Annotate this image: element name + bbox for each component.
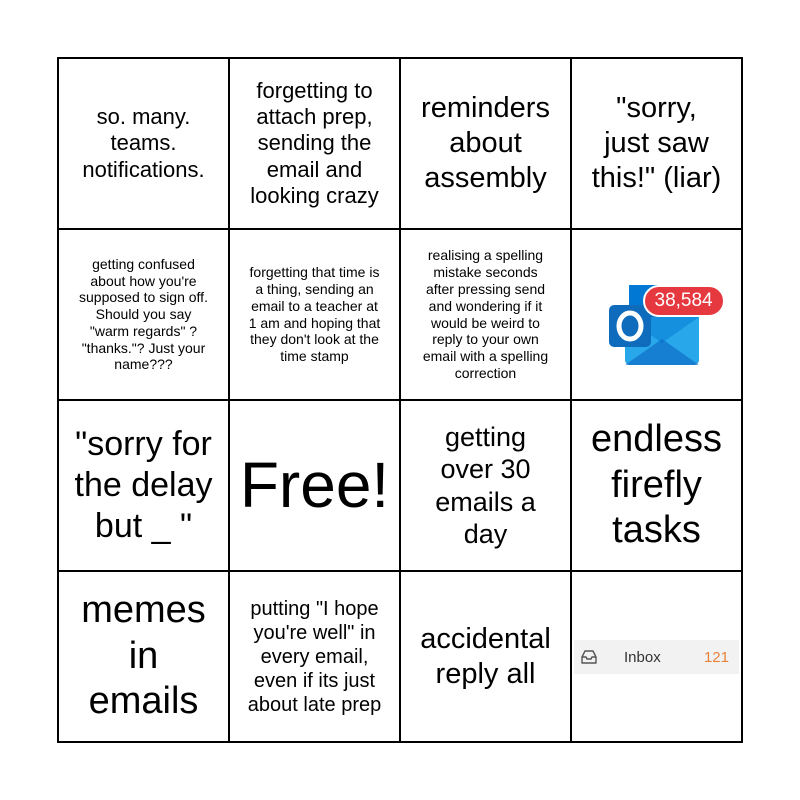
- cell-text: firefly: [611, 463, 702, 506]
- cell-text: you're well" in: [253, 621, 376, 644]
- cell-text: "warm regards" ?: [89, 322, 198, 339]
- inbox-unread-count: 121: [703, 648, 729, 666]
- cell-text: about how you're: [90, 272, 197, 289]
- cell-text: time stamp: [280, 348, 349, 365]
- cell-text: looking crazy: [250, 183, 379, 209]
- cell-text: email and: [266, 156, 363, 182]
- cell-text: reply all: [435, 657, 536, 690]
- bingo-cell-13[interactable]: [58, 571, 229, 742]
- cell-text: over 30: [440, 454, 531, 485]
- cell-text: notifications.: [82, 156, 205, 182]
- cell-text: about: [449, 127, 522, 160]
- unread-count-badge: 38,584: [643, 285, 725, 317]
- cell-text: endless: [591, 418, 722, 461]
- cell-text: name???: [114, 356, 173, 373]
- cell-text: realising a spelling: [427, 247, 544, 264]
- cell-text: reply to your own: [432, 331, 539, 348]
- cell-text: but _ ": [94, 506, 193, 545]
- free-space-text: Free!: [239, 449, 390, 522]
- cell-text: email with a spelling: [422, 348, 549, 365]
- bingo-cell-3[interactable]: [400, 58, 571, 229]
- cell-text: getting confused: [92, 255, 195, 272]
- cell-text: the delay: [74, 466, 213, 505]
- cell-text: email to a teacher at: [251, 297, 378, 314]
- inbox-tray-icon: [580, 649, 598, 665]
- cell-text: every email,: [260, 645, 369, 668]
- cell-text: Should you say: [95, 306, 192, 323]
- outlook-logo-icon: [587, 255, 727, 375]
- cell-text: they don't look at the: [250, 331, 379, 348]
- cell-text: "sorry,: [616, 92, 697, 125]
- cell-text: correction: [454, 364, 517, 381]
- bingo-cell-2[interactable]: [229, 58, 400, 229]
- bingo-cell-16[interactable]: [571, 571, 742, 742]
- bingo-cell-11[interactable]: [400, 400, 571, 571]
- inbox-label: Inbox: [624, 648, 661, 666]
- cell-text: accidental: [420, 622, 551, 655]
- cell-text: emails a: [435, 486, 536, 517]
- cell-text: putting "I hope: [250, 597, 379, 620]
- bingo-cell-9[interactable]: [58, 400, 229, 571]
- cell-text: after pressing send: [425, 280, 546, 297]
- bingo-cell-7[interactable]: [400, 229, 571, 400]
- cell-text: assembly: [424, 161, 547, 194]
- bingo-cell-12[interactable]: [571, 400, 742, 571]
- bingo-cell-8[interactable]: [571, 229, 742, 400]
- inbox-row: [574, 640, 739, 674]
- bingo-cell-14[interactable]: [229, 571, 400, 742]
- bingo-cell-4[interactable]: [571, 58, 742, 229]
- cell-text: and wondering if it: [428, 297, 543, 314]
- cell-text: memes: [81, 589, 206, 632]
- cell-text: even if its just: [253, 669, 376, 692]
- cell-text: tasks: [612, 509, 701, 552]
- bingo-cell-5[interactable]: [58, 229, 229, 400]
- bingo-cell-free[interactable]: [229, 400, 400, 571]
- cell-text: this!" (liar): [591, 161, 722, 194]
- bingo-card: [57, 57, 743, 743]
- cell-text: forgetting to: [256, 77, 373, 103]
- cell-text: "sorry for: [75, 425, 212, 464]
- cell-text: attach prep,: [256, 103, 373, 129]
- cell-text: "thanks."? Just your: [81, 339, 206, 356]
- cell-text: sending the: [257, 130, 372, 156]
- cell-text: just saw: [604, 127, 709, 160]
- cell-text: forgetting that time is: [249, 264, 380, 281]
- bingo-cell-1[interactable]: [58, 58, 229, 229]
- cell-text: supposed to sign off.: [79, 289, 208, 306]
- cell-text: mistake seconds: [433, 264, 538, 281]
- cell-text: 1 am and hoping that: [248, 314, 381, 331]
- cell-text: getting: [444, 421, 527, 452]
- cell-text: emails: [88, 680, 199, 723]
- cell-text: would be weird to: [431, 314, 540, 331]
- cell-text: teams.: [110, 130, 177, 156]
- cell-text: day: [463, 518, 508, 549]
- cell-text: reminders: [421, 92, 550, 125]
- cell-text: a thing, sending an: [255, 280, 374, 297]
- cell-text: so. many.: [96, 103, 191, 129]
- bingo-cell-6[interactable]: [229, 229, 400, 400]
- bingo-cell-15[interactable]: [400, 571, 571, 742]
- cell-text: in: [128, 634, 159, 677]
- cell-text: about late prep: [247, 693, 382, 716]
